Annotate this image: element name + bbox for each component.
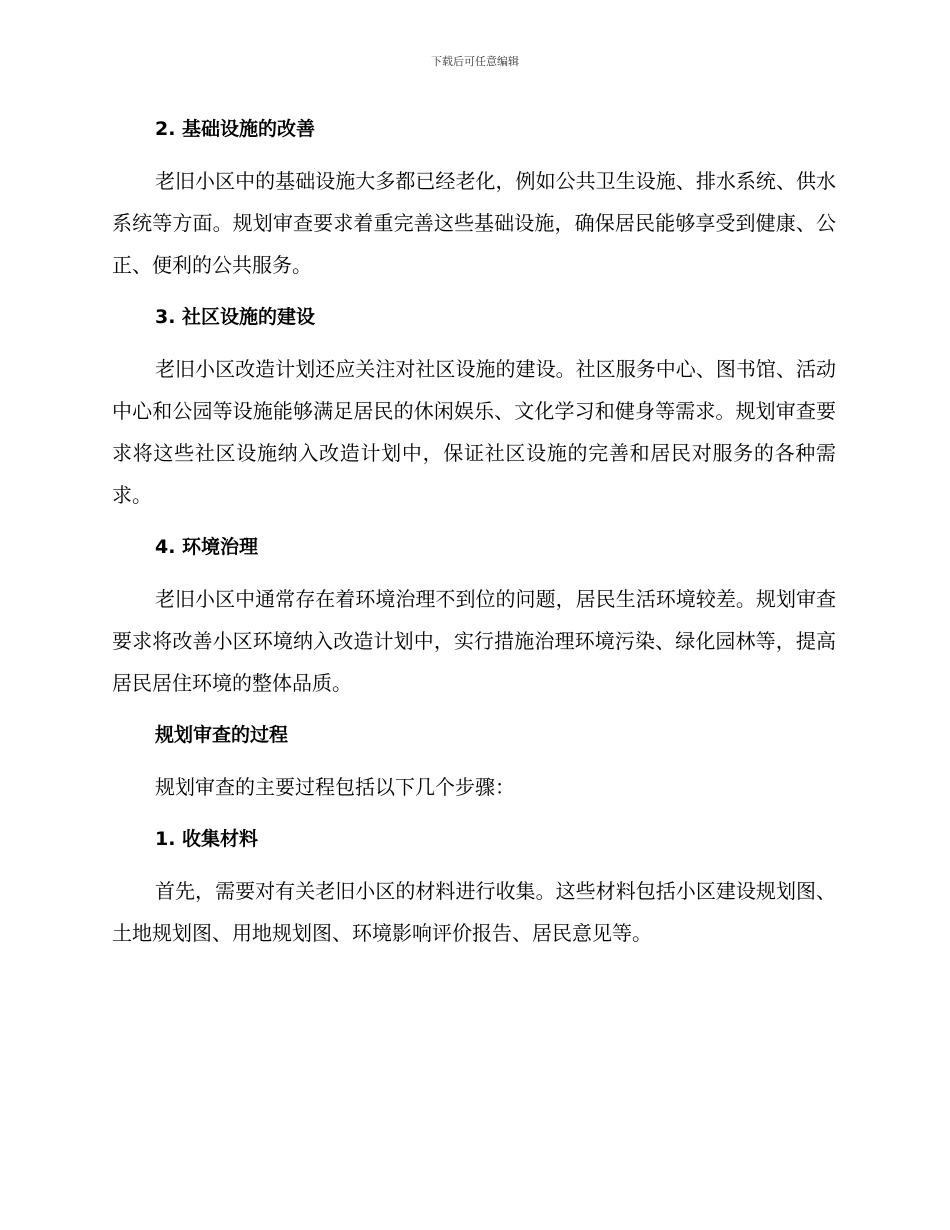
header-note: 下载后可任意编辑 <box>431 55 519 68</box>
paragraph-review-process-intro: 规划审查的主要过程包括以下几个步骤： <box>155 775 515 799</box>
paragraph-community-facilities: 老旧小区改造计划还应关注对社区设施的建设。社区服务中心、图书馆、活动中心和公园等设施能够满足居民的休闲娱乐、文化学习和健身等需求。规划审查要求将这些社区设施纳入改造计划中，保证社区设施的完善和居民对服务的各种需求。 <box>112 357 836 507</box>
document-body <box>112 108 836 964</box>
section-heading-infrastructure: 2. 基础设施的改善 <box>155 118 316 140</box>
section-heading-collect-materials: 1. 收集材料 <box>155 828 259 850</box>
paragraph-infrastructure: 老旧小区中的基础设施大多都已经老化，例如公共卫生设施、排水系统、供水系统等方面。规划审查要求着重完善这些基础设施，确保居民能够享受到健康、公正、便利的公共服务。 <box>112 169 836 277</box>
section-heading-review-process: 规划审查的过程 <box>155 724 289 746</box>
paragraph-environment: 老旧小区中通常存在着环境治理不到位的问题，居民生活环境较差。规划审查要求将改善小区环境纳入改造计划中，实行措施治理环境污染、绿化园林等，提高居民居住环境的整体品质。 <box>112 587 836 695</box>
paragraph-collect-materials: 首先，需要对有关老旧小区的材料进行收集。这些材料包括小区建设规划图、土地规划图、用地规划图、环境影响评价报告、居民意见等。 <box>112 879 836 945</box>
section-heading-environment: 4. 环境治理 <box>155 536 259 558</box>
section-heading-community-facilities: 3. 社区设施的建设 <box>155 306 316 328</box>
